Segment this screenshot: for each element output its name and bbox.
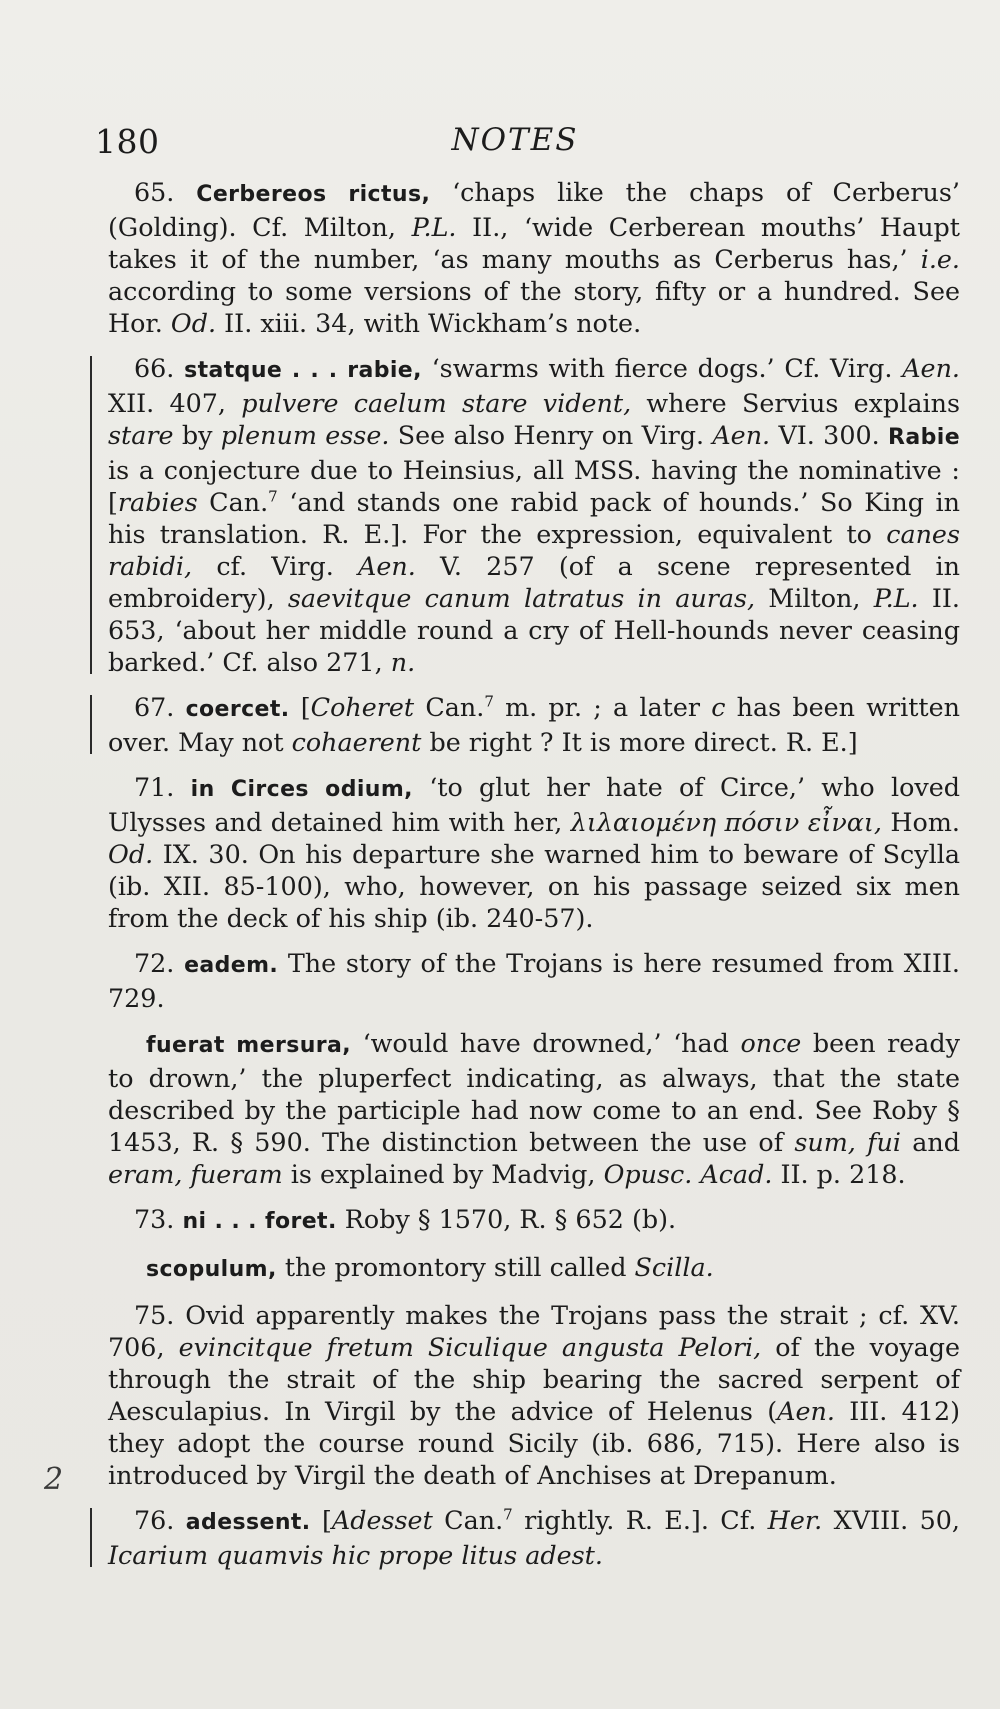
- note-number: 71.: [134, 772, 175, 802]
- note-lemma: adessent.: [185, 1510, 311, 1535]
- note-lemma: in Circes odium,: [190, 777, 413, 802]
- note-text: ‘would have drowned,’ ‘had: [351, 1028, 741, 1058]
- note-72-sub: [108, 1027, 960, 1190]
- note-text: Can.: [432, 1505, 504, 1535]
- note-text-italic: rabies: [117, 487, 198, 517]
- note-text: is explained by Madvig,: [282, 1159, 604, 1189]
- notes-body: [108, 176, 960, 1584]
- note-text: The story of the Trojans is here resumed from XIII. 729.: [108, 948, 960, 1013]
- note-text: be right ? It is more direct. R. E.]: [421, 727, 858, 757]
- note-text-italic: saevitque canum latratus in auras,: [287, 583, 756, 613]
- note-text: where Servius explains: [631, 388, 960, 418]
- note-text: Can.: [414, 692, 485, 722]
- note-text-italic: n.: [390, 647, 416, 677]
- note-text-greek: λιλαιομένη πόσιν εἶναι,: [570, 807, 882, 837]
- note-73: [108, 1203, 960, 1238]
- marginal-annotation: 2: [44, 1462, 64, 1497]
- note-text: XVIII. 50,: [822, 1505, 961, 1535]
- note-text-italic: Opusc. Acad.: [603, 1159, 773, 1189]
- note-lemma: ni . . . foret.: [182, 1209, 337, 1234]
- note-text: the promontory still called: [276, 1252, 635, 1282]
- note-text: according to some versions of the story, fifty or a hundred. See Hor.: [108, 276, 960, 338]
- note-number: 76.: [134, 1505, 175, 1535]
- note-text-italic: Od.: [108, 839, 154, 869]
- note-text-italic: stare: [108, 420, 174, 450]
- note-text-italic: evincitque fretum Siculique angusta Pelori,: [178, 1332, 762, 1362]
- note-lemma: Cerbereos rictus,: [196, 182, 431, 207]
- running-head: NOTES: [451, 122, 579, 158]
- superscript: 7: [484, 692, 494, 711]
- superscript: 7: [268, 487, 278, 506]
- note-text: V. 257 (of a scene represented in embroidery),: [108, 551, 961, 613]
- note-text: III. 412) they adopt the course round Sicily (ib. 686, 715). Here also is introduced by Virgil the death of Anchises at Drepanum.: [108, 1396, 960, 1490]
- note-text-italic: Aen.: [777, 1396, 835, 1426]
- note-text: Ovid apparently makes the Trojans pass the strait ; cf. XV. 706,: [108, 1300, 960, 1362]
- note-text-italic: canes rabidi,: [108, 519, 960, 581]
- note-text: VI. 300.: [770, 420, 889, 450]
- page-number: 180: [95, 122, 160, 161]
- note-number: 75.: [134, 1300, 175, 1330]
- note-text-italic: once: [740, 1028, 802, 1058]
- note-76: [108, 1504, 960, 1571]
- note-number: 65.: [134, 177, 175, 207]
- note-lemma: statque . . . rabie,: [184, 358, 422, 383]
- note-73-sub: [108, 1251, 960, 1286]
- note-text: ‘swarms with fierce dogs.’ Cf. Virg.: [421, 353, 903, 383]
- note-lemma: fuerat mersura,: [146, 1033, 352, 1058]
- note-lemma: eadem.: [184, 953, 279, 978]
- note-text-italic: Coheret: [310, 692, 415, 722]
- note-text: ‘to glut her hate of Circe,’ who loved Ulysses and detained him with her,: [108, 772, 960, 837]
- note-text: is a conjecture due to Heinsius, all MSS. having the nominative : [: [108, 455, 960, 517]
- note-text: [: [310, 1505, 332, 1535]
- note-75: [108, 1299, 960, 1491]
- note-67: [108, 691, 960, 758]
- note-text-italic: pulvere caelum stare vident,: [241, 388, 632, 418]
- note-text: cf. Virg.: [192, 551, 358, 581]
- note-text: rightly. R. E.]. Cf.: [512, 1505, 768, 1535]
- note-66: [108, 352, 960, 678]
- margin-rule: [90, 695, 92, 754]
- note-72: [108, 947, 960, 1014]
- note-text: ‘and stands one rabid pack of hounds.’ So King in his translation. R. E.]. For the expression, equivalent to: [108, 487, 960, 549]
- note-text: Can.: [197, 487, 269, 517]
- note-text: IX. 30. On his departure she warned him to beware of Scylla (ib. XII. 85-100), who, however, on his passage seized six men from the deck of his ship (ib. 240-57).: [108, 839, 960, 933]
- note-lemma-secondary: Rabie: [888, 425, 961, 450]
- note-text-italic: c: [711, 692, 726, 722]
- note-number: 67.: [134, 692, 175, 722]
- note-text-italic: eram, fueram: [108, 1159, 283, 1189]
- note-text-italic: plenum esse.: [220, 420, 390, 450]
- margin-rule: [90, 356, 92, 674]
- note-text: II. p. 218.: [772, 1159, 906, 1189]
- note-text-italic: P.L.: [411, 212, 457, 242]
- note-text-italic: i.e.: [920, 244, 960, 274]
- note-lemma: scopulum,: [146, 1257, 277, 1282]
- page-header: [95, 122, 935, 172]
- note-text: ‘chaps like the chaps of Cerberus’ (Golding). Cf. Milton,: [108, 177, 961, 242]
- note-text-italic: Icarium quamvis hic prope litus adest.: [108, 1540, 603, 1570]
- note-text: II. 653, ‘about her middle round a cry of Hell-hounds never ceasing barked.’ Cf. also 271,: [108, 583, 960, 677]
- note-text-italic: cohaerent: [291, 727, 422, 757]
- note-text: Hom.: [881, 807, 960, 837]
- note-text: by: [173, 420, 221, 450]
- superscript: 7: [503, 1505, 513, 1524]
- note-number: 73.: [134, 1204, 175, 1234]
- note-text-italic: P.L.: [873, 583, 919, 613]
- note-lemma: coercet.: [185, 697, 290, 722]
- note-number: 66.: [134, 353, 175, 383]
- note-text: been ready to drown,’ the pluperfect indicating, as always, that the state described by the participle had now come to an end. See Roby § 1453, R. § 590. The distinction between the use of: [108, 1028, 960, 1157]
- note-text-italic: Adesset: [331, 1505, 433, 1535]
- note-text: Milton,: [755, 583, 874, 613]
- note-text: m. pr. ; a later: [493, 692, 712, 722]
- note-text-italic: Scilla.: [634, 1252, 714, 1282]
- note-text-italic: Aen.: [712, 420, 771, 450]
- note-text: has been written over. May not: [108, 692, 960, 757]
- note-text: XII. 407,: [108, 388, 242, 418]
- note-71: [108, 771, 960, 934]
- note-text-italic: Aen.: [902, 353, 960, 383]
- note-text: II., ‘wide Cerberean mouths’ Haupt takes it of the number, ‘as many mouths as Cerberus has,’: [108, 212, 960, 274]
- note-text: [: [289, 692, 311, 722]
- note-65: [108, 176, 960, 339]
- note-text: Roby § 1570, R. § 652 (b).: [336, 1204, 677, 1234]
- margin-rule: [90, 1508, 92, 1567]
- note-text-italic: sum, fui: [794, 1127, 901, 1157]
- note-text-italic: Od.: [170, 308, 217, 338]
- note-text: See also Henry on Virg.: [389, 420, 713, 450]
- note-text-italic: Aen.: [358, 551, 416, 581]
- note-number: 72.: [134, 948, 175, 978]
- note-text: of the voyage through the strait of the ship bearing the sacred serpent of Aesculapius. In Virgil by the advice of Helenus (: [108, 1332, 960, 1426]
- note-text: II. xiii. 34, with Wickham’s note.: [216, 308, 642, 338]
- note-text: and: [900, 1127, 960, 1157]
- note-text-italic: Her.: [767, 1505, 823, 1535]
